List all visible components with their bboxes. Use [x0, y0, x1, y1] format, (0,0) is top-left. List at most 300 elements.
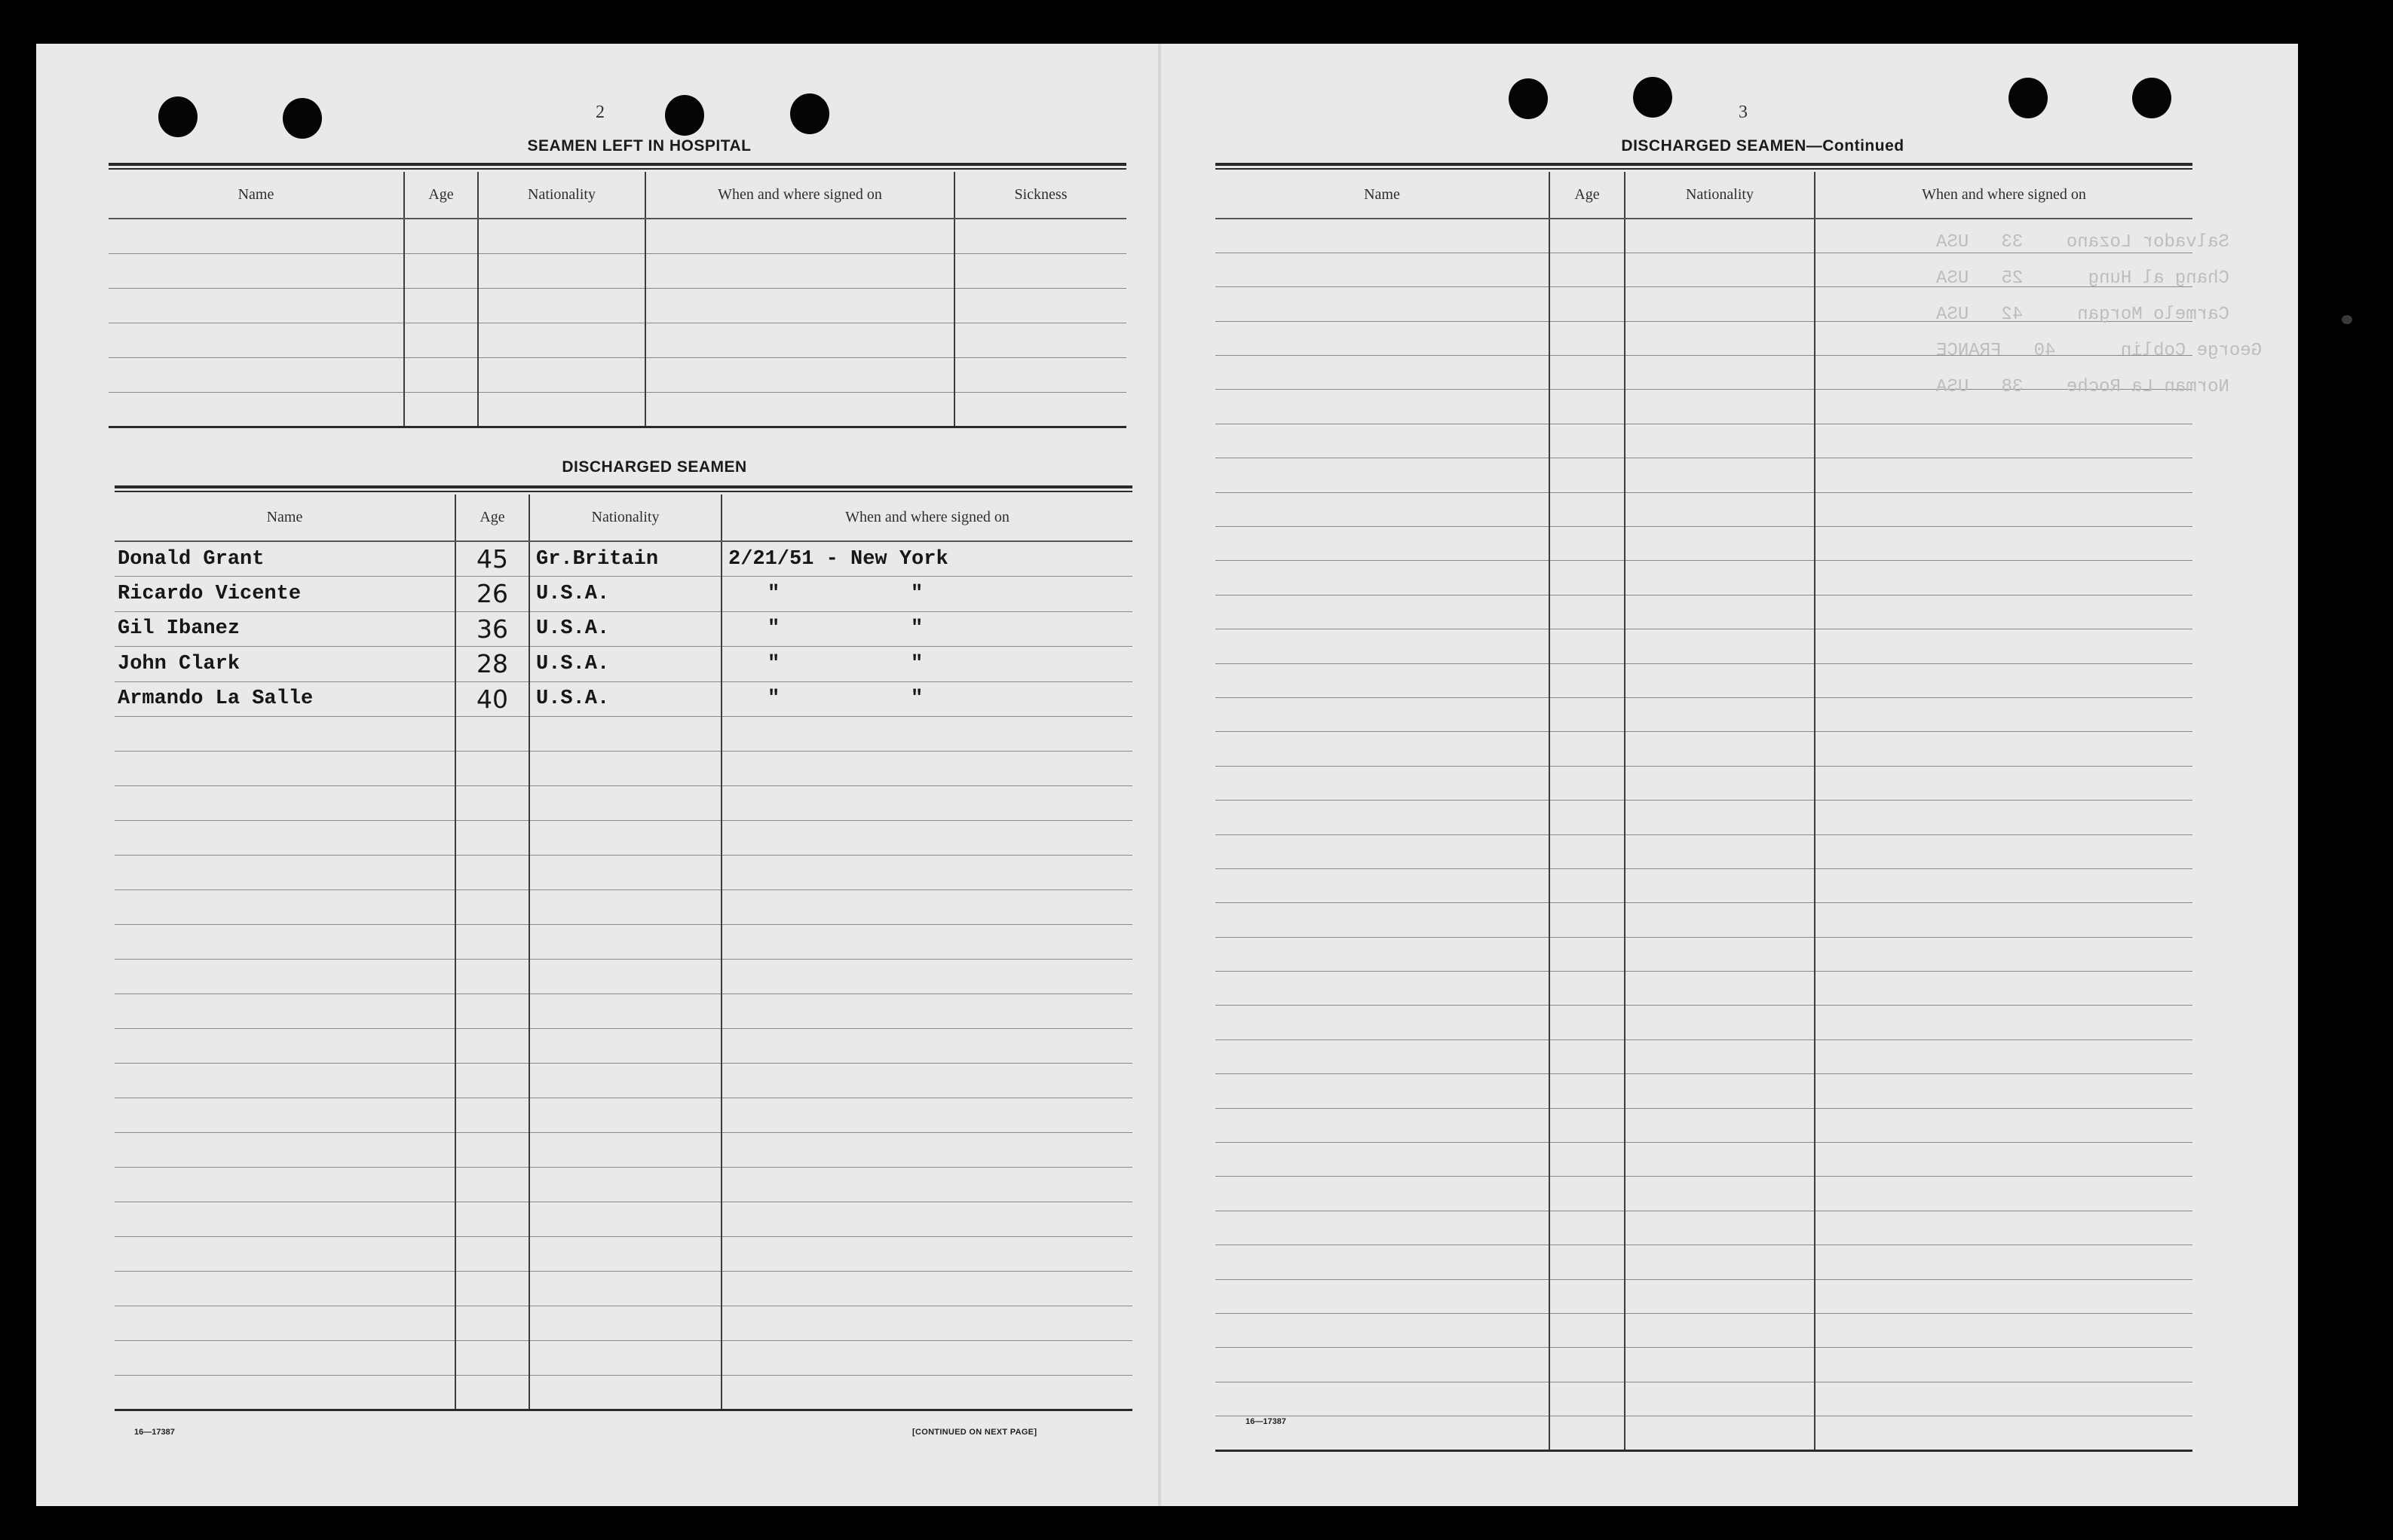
- blank-cell: [1549, 492, 1625, 526]
- table-row: [115, 1306, 1132, 1341]
- blank-cell: [722, 1237, 1132, 1272]
- table-row: [115, 541, 1132, 577]
- blank-cell: [455, 786, 529, 821]
- blank-cell: [1625, 1074, 1815, 1108]
- blank-cell: [1815, 1382, 2192, 1416]
- seaman-name: Donald Grant: [115, 541, 455, 577]
- column-header-age: Age: [1549, 172, 1625, 219]
- blank-cell: [1625, 766, 1815, 800]
- blank-cell: [1625, 595, 1815, 629]
- seaman-signed-on: [722, 611, 1132, 647]
- table-row: [1215, 732, 2192, 766]
- blank-cell: [455, 994, 529, 1029]
- blank-cell: [1215, 697, 1549, 731]
- table-row: [1215, 697, 2192, 731]
- column-header-name: Name: [109, 172, 404, 219]
- table-row: [1215, 492, 2192, 526]
- table-row: [109, 253, 1126, 288]
- blank-cell: [115, 1202, 455, 1237]
- blank-cell: [1815, 1143, 2192, 1177]
- blank-cell: [1815, 868, 2192, 902]
- table-row: [1215, 1108, 2192, 1142]
- blank-cell: [1549, 868, 1625, 902]
- blank-cell: [1549, 732, 1625, 766]
- blank-cell: [529, 1306, 722, 1341]
- blank-cell: [1215, 595, 1549, 629]
- blank-cell: [455, 1306, 529, 1341]
- table-row: [1215, 1177, 2192, 1211]
- blank-cell: [455, 717, 529, 752]
- blank-cell: [1549, 629, 1625, 663]
- blank-cell: [1549, 458, 1625, 492]
- table-row: [1215, 766, 2192, 800]
- bleed-through-line: Chang al Hung 25 USA: [1936, 268, 2229, 289]
- blank-cell: [455, 1376, 529, 1410]
- blank-cell: [115, 1306, 455, 1341]
- blank-cell: [722, 1202, 1132, 1237]
- blank-rows: [115, 717, 1132, 1410]
- blank-cell: [1815, 629, 2192, 663]
- blank-cell: [1215, 492, 1549, 526]
- table-row: [115, 856, 1132, 890]
- table-row: [115, 1341, 1132, 1376]
- blank-cell: [1549, 219, 1625, 253]
- bleed-through-line: Salvador Lozano 33 USA: [1936, 232, 2229, 253]
- table-row: [115, 1272, 1132, 1306]
- blank-cell: [1625, 1108, 1815, 1142]
- table-row: [115, 960, 1132, 994]
- seaman-age: 40: [455, 681, 529, 717]
- blank-cell: [1549, 1245, 1625, 1279]
- blank-cell: [529, 821, 722, 856]
- blank-cell: [1549, 1279, 1625, 1313]
- blank-cell: [1625, 1245, 1815, 1279]
- table-row: [1215, 1382, 2192, 1416]
- blank-cell: [1625, 356, 1815, 390]
- table-row: [115, 1202, 1132, 1237]
- table-row: [1215, 458, 2192, 492]
- table-row: [109, 392, 1126, 427]
- table-row: [115, 1133, 1132, 1168]
- continued-note: [CONTINUED ON NEXT PAGE]: [912, 1428, 1037, 1437]
- blank-cell: [1549, 424, 1625, 458]
- blank-cell: [529, 1064, 722, 1098]
- blank-cell: [115, 1098, 455, 1133]
- blank-cell: [1625, 321, 1815, 355]
- left-page: [36, 44, 1160, 1506]
- blank-cell: [1625, 527, 1815, 561]
- blank-cell: [1815, 492, 2192, 526]
- blank-cell: [455, 821, 529, 856]
- blank-cell: [1625, 492, 1815, 526]
- column-header-signed-on: When and where signed on: [722, 494, 1132, 541]
- table-row: [115, 752, 1132, 786]
- table-row: [115, 647, 1132, 682]
- blank-cell: [722, 786, 1132, 821]
- blank-cell: [529, 1098, 722, 1133]
- seaman-nationality: U.S.A.: [529, 611, 722, 647]
- blank-cell: [529, 786, 722, 821]
- page-number: 3: [1739, 103, 1748, 122]
- table-row: [1215, 663, 2192, 697]
- table-row: [115, 717, 1132, 752]
- blank-cell: [1215, 766, 1549, 800]
- blank-cell: [455, 890, 529, 925]
- blank-cell: [1549, 903, 1625, 937]
- seaman-nationality: U.S.A.: [529, 577, 722, 612]
- seaman-signed-on: [722, 681, 1132, 717]
- blank-cell: [115, 1133, 455, 1168]
- seaman-age: 45: [455, 541, 529, 577]
- blank-cell: [1625, 1006, 1815, 1039]
- table-row: [1215, 1143, 2192, 1177]
- blank-cell: [115, 1064, 455, 1098]
- blank-rows: [1215, 219, 2192, 1450]
- blank-cell: [1815, 1279, 2192, 1313]
- blank-cell: [1215, 390, 1549, 424]
- blank-cell: [1215, 972, 1549, 1006]
- blank-cell: [115, 821, 455, 856]
- blank-cell: [1815, 1177, 2192, 1211]
- table-row: [115, 1064, 1132, 1098]
- blank-cell: [722, 1133, 1132, 1168]
- blank-cell: [1625, 1039, 1815, 1073]
- blank-cell: [1625, 1348, 1815, 1382]
- blank-cell: [115, 1341, 455, 1376]
- table-row: [1215, 527, 2192, 561]
- table-row: [1215, 1279, 2192, 1313]
- table-row: [1215, 561, 2192, 595]
- blank-cell: [1815, 1074, 2192, 1108]
- blank-cell: [1215, 527, 1549, 561]
- blank-cell: [1625, 1211, 1815, 1245]
- column-header-name: Name: [115, 494, 455, 541]
- blank-cell: [1549, 561, 1625, 595]
- blank-cell: [529, 925, 722, 960]
- blank-cell: [1215, 1382, 1549, 1416]
- ditto-mark: ": [911, 582, 924, 605]
- blank-cell: [1625, 972, 1815, 1006]
- table-row: [115, 786, 1132, 821]
- blank-cell: [115, 960, 455, 994]
- blank-cell: [1815, 697, 2192, 731]
- blank-cell: [529, 1237, 722, 1272]
- blank-cell: [1625, 424, 1815, 458]
- blank-cell: [1625, 937, 1815, 971]
- blank-cell: [1549, 356, 1625, 390]
- blank-cell: [722, 821, 1132, 856]
- blank-cell: [1549, 595, 1625, 629]
- blank-cell: [1215, 1143, 1549, 1177]
- blank-cell: [1549, 766, 1625, 800]
- blank-cell: [1625, 1416, 1815, 1450]
- blank-cell: [115, 890, 455, 925]
- right-page: [1160, 44, 2298, 1506]
- blank-cell: [1549, 1143, 1625, 1177]
- column-header-sickness: Sickness: [954, 172, 1126, 219]
- blank-cell: [455, 1098, 529, 1133]
- blank-cell: [1815, 1211, 2192, 1245]
- blank-cell: [1215, 1074, 1549, 1108]
- table-row: [115, 1098, 1132, 1133]
- blank-cell: [1625, 1279, 1815, 1313]
- seaman-name: Armando La Salle: [115, 681, 455, 717]
- column-header-signed-on: When and where signed on: [1815, 172, 2192, 219]
- blank-cell: [1215, 1279, 1549, 1313]
- blank-cell: [115, 786, 455, 821]
- blank-cell: [1815, 561, 2192, 595]
- blank-cell: [1549, 253, 1625, 286]
- discharged-continued-table: [1215, 172, 2192, 1452]
- blank-cell: [722, 752, 1132, 786]
- blank-cell: [1625, 219, 1815, 253]
- blank-cell: [1549, 1006, 1625, 1039]
- blank-cell: [455, 1168, 529, 1202]
- blank-cell: [1549, 834, 1625, 868]
- blank-cell: [115, 856, 455, 890]
- blank-cell: [1815, 527, 2192, 561]
- blank-cell: [722, 1306, 1132, 1341]
- blank-cell: [1215, 801, 1549, 834]
- blank-cell: [115, 925, 455, 960]
- blank-cell: [1815, 1245, 2192, 1279]
- blank-cell: [1215, 356, 1549, 390]
- ditto-mark: ": [911, 617, 924, 641]
- table-row: [1215, 801, 2192, 834]
- hospital-table: [109, 172, 1126, 428]
- blank-cell: [529, 717, 722, 752]
- blank-cell: [1215, 1211, 1549, 1245]
- seaman-nationality: U.S.A.: [529, 647, 722, 682]
- blank-cell: [1625, 903, 1815, 937]
- table-row: [115, 611, 1132, 647]
- blank-cell: [455, 1133, 529, 1168]
- blank-cell: [1625, 390, 1815, 424]
- section-rule: [1215, 163, 2192, 170]
- seaman-age: 36: [455, 611, 529, 647]
- blank-cell: [1625, 1382, 1815, 1416]
- blank-cell: [115, 1237, 455, 1272]
- ditto-mark: ": [768, 687, 780, 711]
- table-row: [1215, 1348, 2192, 1382]
- blank-cell: [1549, 697, 1625, 731]
- blank-cell: [722, 1098, 1132, 1133]
- blank-cell: [722, 1376, 1132, 1410]
- blank-cell: [722, 925, 1132, 960]
- blank-cell: [1549, 527, 1625, 561]
- table-row: [1215, 868, 2192, 902]
- discharged-table: [115, 494, 1132, 1411]
- seaman-age: 26: [455, 577, 529, 612]
- blank-cell: [1549, 321, 1625, 355]
- blank-cell: [529, 1202, 722, 1237]
- blank-cell: [455, 925, 529, 960]
- section-rule: [109, 163, 1126, 170]
- blank-cell: [115, 1168, 455, 1202]
- blank-cell: [722, 994, 1132, 1029]
- paper-sheet: [36, 44, 2298, 1506]
- table-row: [109, 219, 1126, 253]
- blank-cell: [1549, 1177, 1625, 1211]
- table-row: [1215, 595, 2192, 629]
- blank-cell: [1549, 1211, 1625, 1245]
- blank-cell: [529, 1376, 722, 1410]
- blank-cell: [1625, 629, 1815, 663]
- blank-cell: [455, 1202, 529, 1237]
- blank-cell: [1815, 903, 2192, 937]
- blank-cell: [1815, 834, 2192, 868]
- blank-cell: [722, 890, 1132, 925]
- table-row: [115, 1168, 1132, 1202]
- blank-cell: [722, 1341, 1132, 1376]
- blank-cell: [1215, 1314, 1549, 1348]
- table-row: [1215, 903, 2192, 937]
- blank-cell: [722, 1168, 1132, 1202]
- blank-cell: [1625, 1314, 1815, 1348]
- bleed-through-line: Carmelo Morgan 42 USA: [1936, 305, 2229, 325]
- blank-cell: [1815, 663, 2192, 697]
- blank-cell: [1215, 287, 1549, 321]
- blank-cell: [115, 1376, 455, 1410]
- blank-cell: [1549, 801, 1625, 834]
- blank-cell: [1215, 561, 1549, 595]
- page-number: 2: [596, 103, 605, 122]
- ditto-mark: ": [911, 652, 924, 675]
- blank-cell: [1549, 1348, 1625, 1382]
- blank-cell: [1215, 321, 1549, 355]
- blank-cell: [1215, 1108, 1549, 1142]
- section-title-discharged-continued: [1537, 137, 1989, 155]
- table-row: [115, 577, 1132, 612]
- form-number: 16—17387: [134, 1428, 175, 1437]
- blank-cell: [1215, 1245, 1549, 1279]
- seaman-name: John Clark: [115, 647, 455, 682]
- blank-cell: [1549, 1108, 1625, 1142]
- blank-cell: [1815, 766, 2192, 800]
- blank-cell: [529, 1272, 722, 1306]
- blank-cell: [1549, 663, 1625, 697]
- blank-cell: [455, 856, 529, 890]
- blank-cell: [1549, 1074, 1625, 1108]
- table-row: [1215, 1006, 2192, 1039]
- section-rule: [115, 485, 1132, 492]
- table-row: [115, 890, 1132, 925]
- table-row: [1215, 937, 2192, 971]
- table-row: [1215, 1314, 2192, 1348]
- blank-cell: [1815, 595, 2192, 629]
- blank-cell: [1215, 834, 1549, 868]
- blank-cell: [1815, 1314, 2192, 1348]
- blank-cell: [529, 960, 722, 994]
- table-row: [109, 323, 1126, 357]
- blank-cell: [1625, 663, 1815, 697]
- blank-cell: [1625, 458, 1815, 492]
- table-row: [115, 925, 1132, 960]
- blank-cell: [1215, 903, 1549, 937]
- blank-cell: [1815, 1416, 2192, 1450]
- seaman-age: 28: [455, 647, 529, 682]
- bleed-through-line: George Coblin 40 FRANCE: [1936, 341, 2263, 361]
- blank-cell: [722, 717, 1132, 752]
- blank-cell: [722, 1064, 1132, 1098]
- blank-cell: [529, 1029, 722, 1064]
- column-header-name: Name: [1215, 172, 1549, 219]
- blank-cell: [1625, 732, 1815, 766]
- table-row: [115, 681, 1132, 717]
- blank-cell: [722, 856, 1132, 890]
- seaman-signed-on: [722, 577, 1132, 612]
- table-row: [1215, 1211, 2192, 1245]
- seaman-name: Gil Ibanez: [115, 611, 455, 647]
- blank-cell: [1625, 834, 1815, 868]
- blank-cell: [1215, 663, 1549, 697]
- seaman-signed-on: 2/21/51 - New York: [722, 541, 1132, 577]
- blank-cell: [1215, 458, 1549, 492]
- column-header-age: Age: [404, 172, 478, 219]
- blank-cell: [1625, 287, 1815, 321]
- ditto-mark: ": [911, 687, 924, 711]
- table-row: [1215, 972, 2192, 1006]
- blank-cell: [115, 717, 455, 752]
- column-header-signed-on: When and where signed on: [645, 172, 954, 219]
- blank-cell: [1815, 1348, 2192, 1382]
- blank-cell: [1549, 287, 1625, 321]
- ditto-mark: ": [768, 617, 780, 641]
- blank-cell: [115, 1272, 455, 1306]
- section-title-hospital: SEAMEN LEFT IN HOSPITAL: [527, 137, 752, 155]
- dust-speck: [2342, 315, 2352, 324]
- column-header-nationality: Nationality: [529, 494, 722, 541]
- blank-cell: [1215, 219, 1549, 253]
- ditto-mark: ": [768, 652, 780, 675]
- blank-cell: [1215, 1006, 1549, 1039]
- form-number: 16—17387: [1246, 1417, 1286, 1426]
- title-text: DISCHARGED SEAMEN: [1621, 137, 1806, 155]
- blank-cell: [455, 1272, 529, 1306]
- blank-cell: [529, 994, 722, 1029]
- blank-cell: [1215, 1039, 1549, 1073]
- blank-cell: [455, 1064, 529, 1098]
- blank-cell: [1215, 424, 1549, 458]
- blank-cell: [1815, 937, 2192, 971]
- table-row: [1215, 629, 2192, 663]
- column-header-age: Age: [455, 494, 529, 541]
- blank-cell: [1215, 253, 1549, 286]
- blank-cell: [1815, 801, 2192, 834]
- table-row: [115, 1376, 1132, 1410]
- table-row: [1215, 834, 2192, 868]
- table-row: [1215, 1039, 2192, 1073]
- blank-cell: [1625, 697, 1815, 731]
- blank-cell: [1549, 1314, 1625, 1348]
- blank-cell: [115, 752, 455, 786]
- ditto-mark: ": [768, 582, 780, 605]
- table-row: [115, 1029, 1132, 1064]
- table-row: [1215, 424, 2192, 458]
- blank-cell: [529, 1341, 722, 1376]
- title-suffix: —Continued: [1806, 137, 1904, 155]
- blank-cell: [1625, 868, 1815, 902]
- blank-cell: [1625, 561, 1815, 595]
- blank-cell: [1815, 1108, 2192, 1142]
- blank-cell: [529, 856, 722, 890]
- blank-cell: [1625, 1143, 1815, 1177]
- table-row: [109, 288, 1126, 323]
- blank-cell: [115, 1029, 455, 1064]
- blank-cell: [722, 960, 1132, 994]
- blank-cell: [455, 1029, 529, 1064]
- blank-cell: [1215, 937, 1549, 971]
